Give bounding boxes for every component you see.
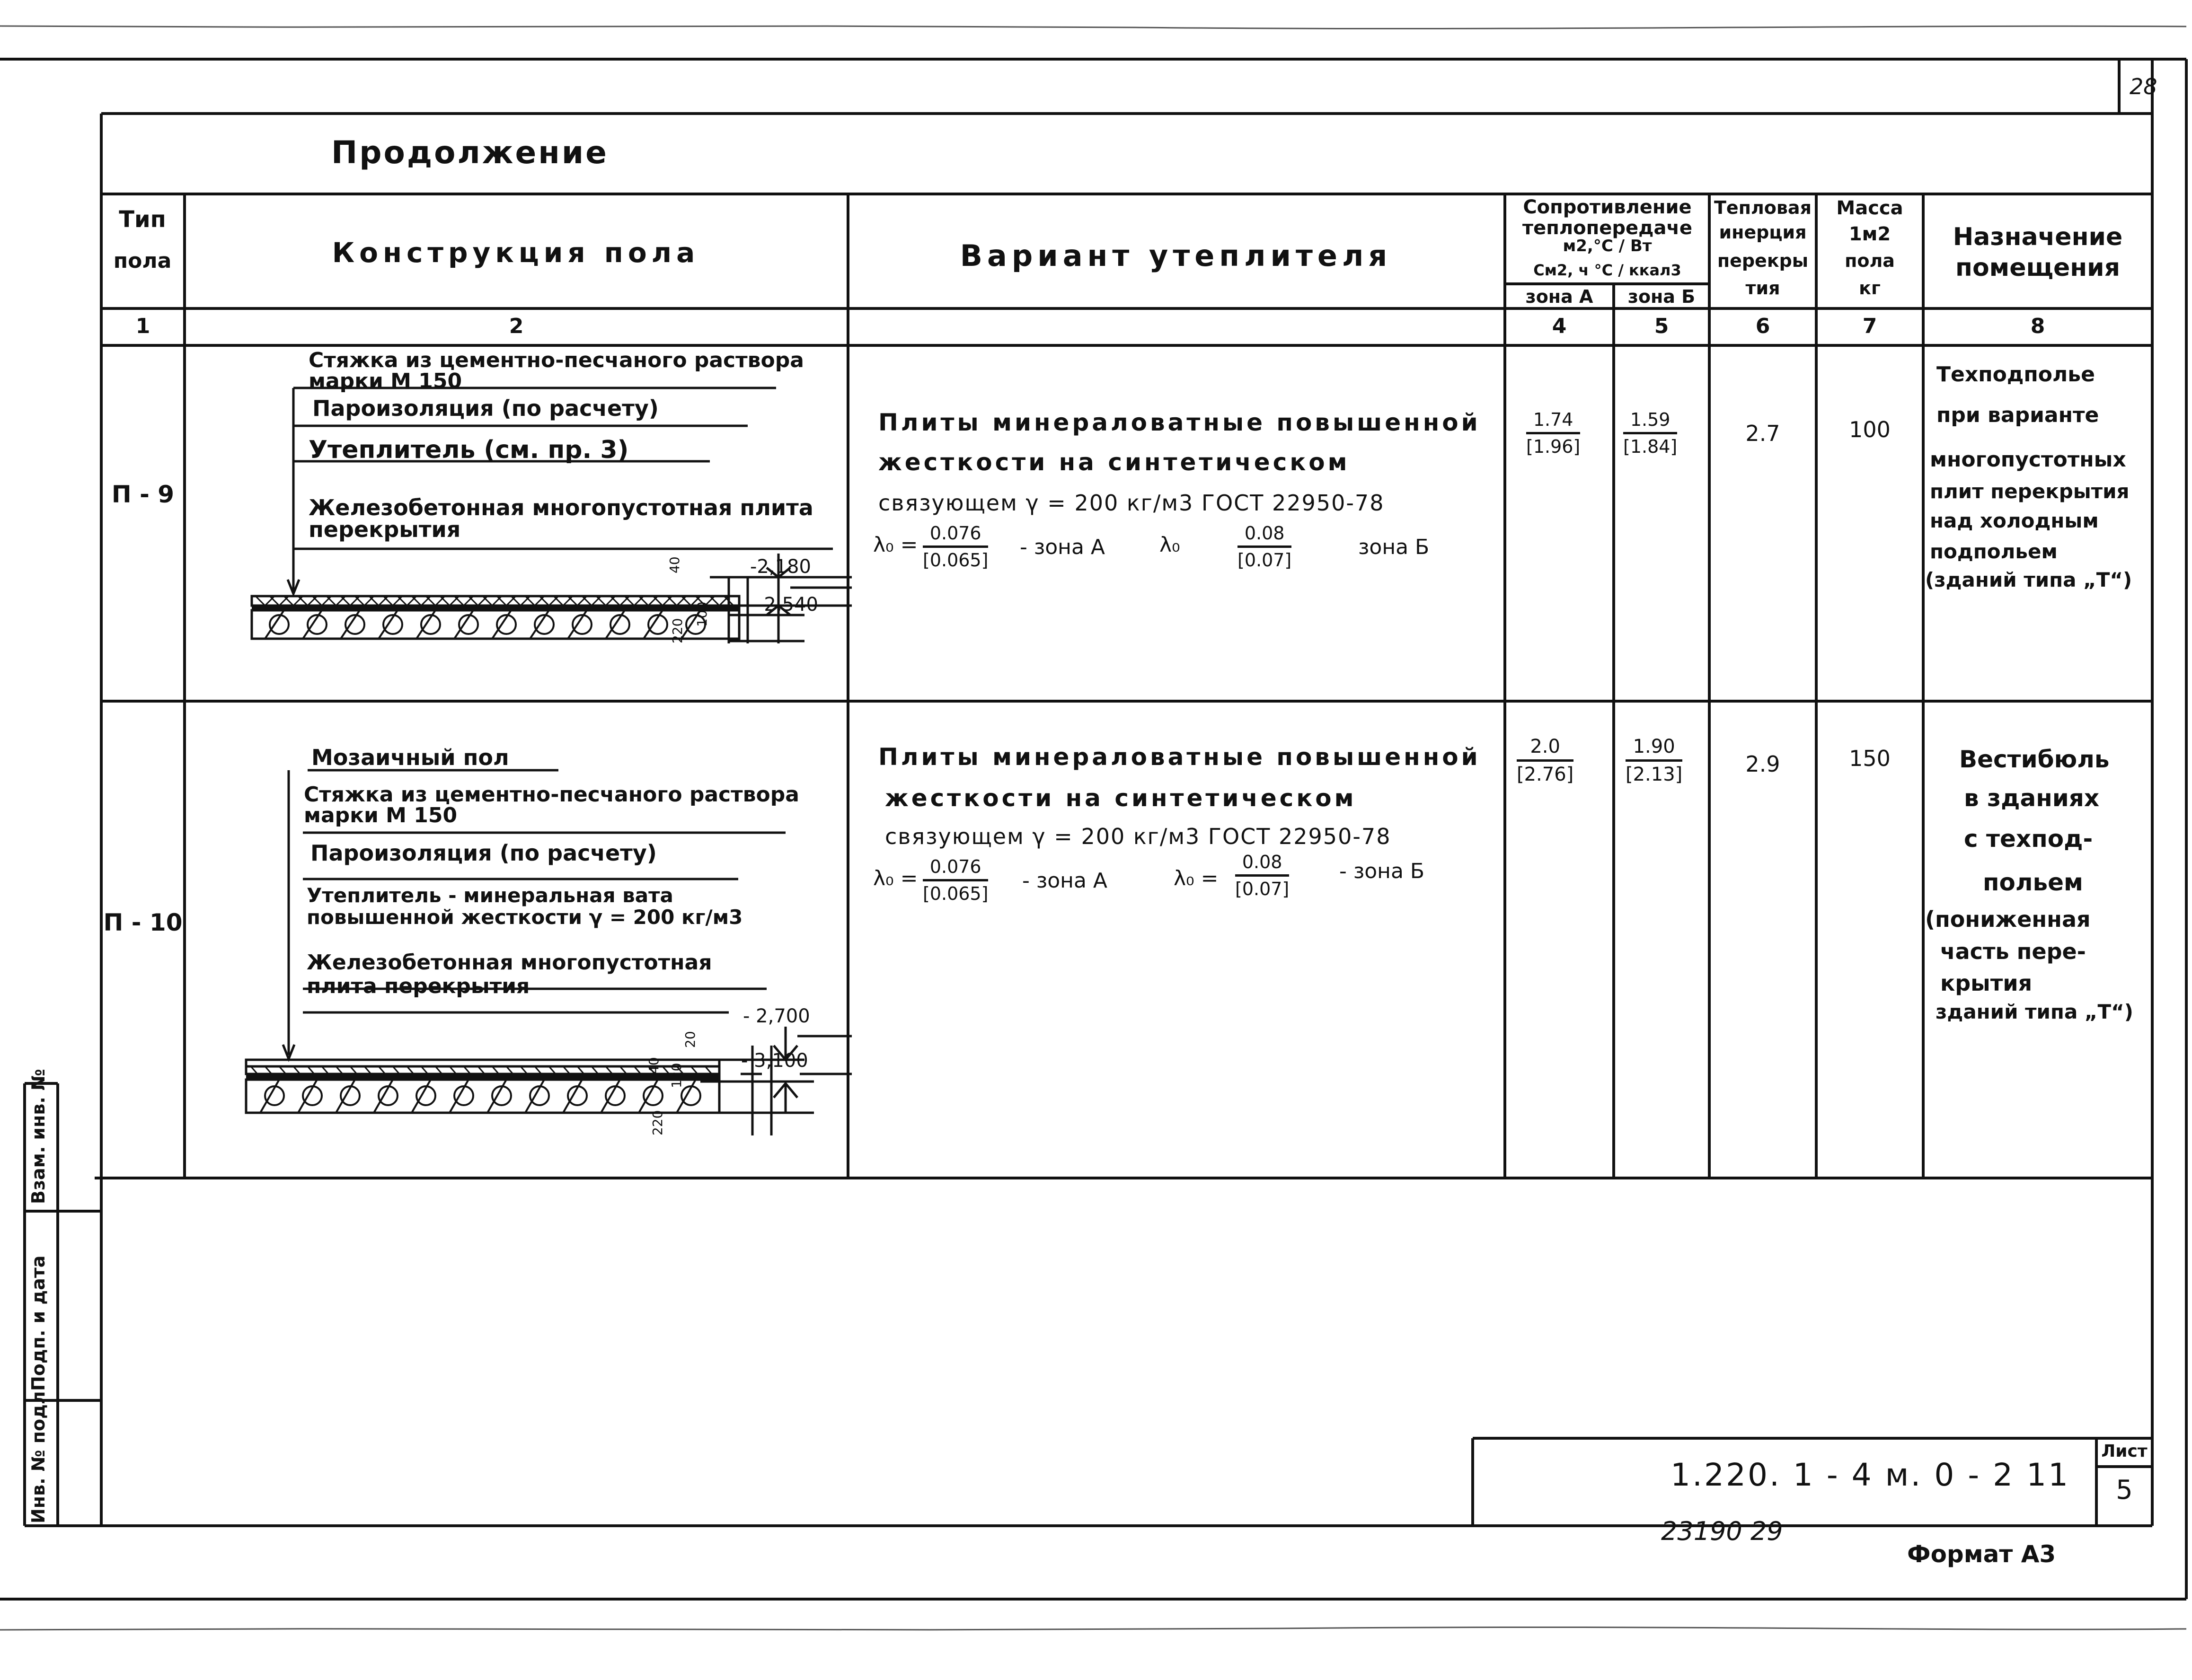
row1-type: П - 9 [111, 481, 175, 508]
row1-floor-section-drawing [237, 369, 852, 662]
row1-lambda-b-num: 0.08 [1237, 523, 1291, 548]
row1-mass: 100 [1849, 417, 1891, 442]
row1-resistance-zone-a: $\frac{1.74}{[1.96]}$ [1526, 409, 1581, 457]
row2-insulation-line2: жесткости на синтетическом [885, 784, 1357, 812]
row1-lambda-b-label: зона Б [1358, 535, 1430, 559]
row1-lambda-a-label: - зона А [1020, 535, 1105, 559]
row2-lambda-a-label: - зона А [1022, 869, 1107, 893]
header-col45-line3: м2,°C / Вт [1563, 237, 1652, 255]
row1-insulation-line3: связующем γ = 200 кг/м3 ГОСТ 22950-78 [878, 490, 1385, 516]
row2-lambda-b-den: [0.07] [1235, 879, 1290, 899]
row1-lambda-b [1237, 523, 1291, 571]
header-col8-line2: помещения [1955, 254, 2120, 282]
row1-resistance-zone-b: $\frac{1.59}{[1.84]}$ [1623, 409, 1678, 457]
row1-layer-1: Стяжка из цементно-песчаного раствора марки М 150 [309, 348, 804, 393]
header-col6-line4: тия [1745, 278, 1780, 299]
row1-dim-40: 40 [667, 556, 682, 573]
header-col5-sub: зона Б [1627, 286, 1696, 307]
sheet-number: 5 [2116, 1475, 2133, 1505]
page-number: 28 [2130, 74, 2157, 99]
row2-lambda-a-num: 0.076 [923, 856, 988, 881]
header-col6-line3: перекры [1717, 250, 1809, 271]
col-number-5: 5 [1654, 314, 1669, 338]
header-col2: Конструкция пола [332, 237, 700, 269]
page-title: Продолжение [331, 134, 609, 171]
header-col6-line1: Тепловая [1714, 197, 1812, 218]
row2-level-top: - 2,700 [743, 1005, 810, 1027]
row1-lambda-symbol-b: λ₀ [1159, 533, 1180, 557]
col-number-2: 2 [509, 314, 524, 338]
row2-mass: 150 [1849, 746, 1891, 771]
header-col3: Вариант утеплителя [960, 238, 1392, 273]
row2-lambda-a [923, 856, 988, 904]
col-number-4: 4 [1552, 314, 1567, 338]
row1-insulation-line2: жесткости на синтетическом [878, 449, 1350, 476]
row2-lambda-b-num: 0.08 [1235, 852, 1289, 877]
row1-lambda-a-den: [0.065] [923, 550, 989, 571]
row2-type: П - 10 [103, 909, 183, 936]
row2-level-bottom: - 3,100 [741, 1050, 808, 1072]
row1-lambda-a-num: 0.076 [923, 523, 988, 548]
row2-lambda-b-label: - зона Б [1339, 859, 1425, 883]
header-col45-line4: См2, ч °С / ккал3 [1533, 261, 1681, 279]
header-col7-line4: кг [1859, 278, 1881, 299]
header-col6-line2: инерция [1719, 222, 1807, 243]
row1-dim-100: 100 [694, 601, 710, 627]
col-number-1: 1 [135, 314, 150, 338]
row2-layer-5: Железобетонная многопустотная плита перекрытия [307, 950, 712, 998]
archive-number: 23190 29 [1661, 1516, 1783, 1546]
row1-layer-4: Железобетонная многопустотная плита перекрытия [309, 495, 813, 542]
row2-layer-1: Мозаичный пол [311, 745, 509, 770]
side-stamp-signature-date: Подп. и дата [28, 1255, 49, 1391]
row2-lambda-a-den: [0.065] [923, 883, 989, 904]
paper-format: Формат А3 [1907, 1540, 2056, 1568]
row1-dim-220: 220 [670, 618, 685, 643]
row2-dim-20: 20 [682, 1031, 698, 1048]
row2-resistance-zone-a: $\frac{2.0}{[2.76]}$ [1517, 736, 1574, 785]
header-col45-line1: Сопротивление [1523, 196, 1692, 218]
header-col1-line2: пола [113, 249, 172, 273]
row2-layer-2: Стяжка из цементно-песчаного раствора марки М 150 [304, 783, 799, 827]
header-col8-line1: Назначение [1953, 223, 2123, 251]
col-number-6: 6 [1755, 314, 1770, 338]
col-number-8: 8 [2030, 314, 2045, 338]
row2-insulation-line1: Плиты минераловатные повышенной [878, 743, 1481, 771]
side-stamp-inv-original: Инв. № подл. [28, 1384, 49, 1523]
row2-lambda-b [1235, 852, 1289, 899]
row1-level-top: -2,180 [750, 556, 811, 578]
row2-lambda-symbol-a: λ₀ = [873, 866, 918, 890]
row2-dim-40: 40 [646, 1057, 662, 1074]
row1-lambda-symbol-a: λ₀ = [873, 533, 918, 557]
row1-insulation-line1: Плиты минераловатные повышенной [878, 409, 1481, 436]
side-stamp-replacement-inv: Взам. инв. № [28, 1069, 49, 1204]
header-col7-line1: Масса [1836, 197, 1903, 219]
row2-thermal-inertia: 2.9 [1745, 751, 1780, 777]
row1-layer-3: Утеплитель (см. пр. 3) [309, 436, 629, 464]
header-col7-line2: 1м2 [1848, 223, 1891, 245]
row2-insulation-line3: связующем γ = 200 кг/м3 ГОСТ 22950-78 [885, 824, 1391, 849]
row2-lambda-symbol-b: λ₀ = [1174, 866, 1219, 890]
col-number-7: 7 [1862, 314, 1877, 338]
row2-layer-4: Утеплитель - минеральная вата повышенной жесткости γ = 200 кг/м3 [307, 884, 743, 929]
row2-floor-section-drawing [227, 762, 842, 1150]
header-col7-line3: пола [1845, 250, 1895, 271]
header-col1-line1: Тип [119, 206, 166, 233]
row1-lambda-a [923, 523, 988, 571]
row1-layer-2: Пароизоляция (по расчету) [312, 396, 659, 421]
header-col45-line2: теплопередаче [1522, 217, 1693, 239]
row2-dim-220: 220 [650, 1110, 665, 1135]
row2-resistance-zone-b: $\frac{1.90}{[2.13]}$ [1626, 736, 1683, 785]
document-code: 1.220. 1 - 4 м. 0 - 2 11 [1671, 1457, 2070, 1493]
row1-lambda-b-den: [0.07] [1237, 550, 1292, 571]
row2-layer-3: Пароизоляция (по расчету) [310, 840, 657, 866]
row2-dim-120: 120 [669, 1063, 684, 1088]
sheet-label: Лист [2101, 1442, 2148, 1461]
row1-level-bottom: -2,540 [757, 594, 818, 616]
header-col4-sub: зона А [1525, 286, 1593, 307]
row1-thermal-inertia: 2.7 [1745, 421, 1780, 446]
